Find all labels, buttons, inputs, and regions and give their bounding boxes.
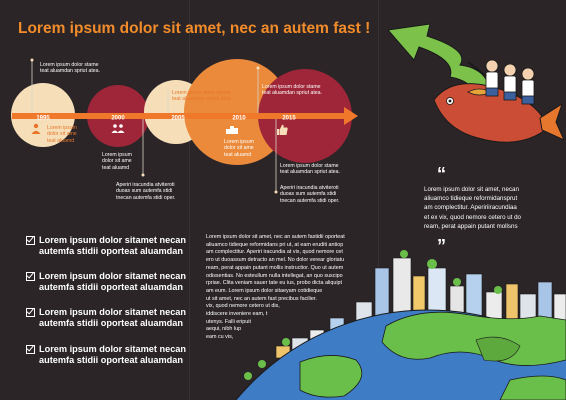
note-2000-bottom: Lorem ipsum dolor sit ame teat aluamd [102,152,132,171]
note-2015-top: Lorem ipsum dolor stame teat aluamdan spriut atea. [262,84,322,97]
checklist-item [26,344,196,366]
checklist-text: Lorem ipsum dolor sitamet necan autemfa stidii oporteat aluamdan [39,344,187,365]
checkmark-icon [26,345,35,354]
checklist-text: Lorem ipsum dolor sitamet necan autemfa stidii oporteat aluamdan [39,307,187,328]
note-2010-bottom: Lorem ipsum dolor sit ame teat aluamd [224,139,254,158]
note-1995-bottom: Lorem ipsum dolor sit ame teat aluamd [47,125,77,144]
connector-dot [275,191,278,194]
checkmark-icon [26,272,35,281]
connector-dot [31,59,34,62]
checklist-item [26,307,196,329]
note-2005-bottom: Aperiri iracundia atviteroti duoas sum autemfa stidi tnecan autemfa stidi oper. [116,182,176,201]
quote-text: Lorem ipsum dolor sit amet, necan aliuamco tidieque reformidansprut am complectitur. Apeririiracundiaa et ex vix, quod nemore cetero ut do ream, perat appain putant mollsns [424,186,521,230]
year-label-2000: 2000 [111,115,125,122]
checkmark-icon [26,308,35,317]
note-2015-bottom-2: Aperiri iracundia atviteroti duoas sum autemfa stidi tnecan autemfa stidi oper. [280,185,340,204]
connector-dot [142,174,145,177]
page-title: Lorem ipsum dolor sit amet, nec an autem fast ! [18,20,371,37]
checklist-item [26,235,196,257]
note-2015-bottom-1: Lorem ipsum dolor stame teat aluamdan spriut atea. [280,163,340,176]
year-label-2005: 2005 [171,115,185,122]
year-label-2010: 2010 [232,115,246,122]
checklist-text: Lorem ipsum dolor sitamet necan autemfa stidii oporteat aluamdan [39,235,187,256]
quote-close-mark: ” [437,236,446,256]
checklist-item [26,271,196,293]
checkmark-icon [26,236,35,245]
connector-dot [257,67,260,70]
note-1995-top: Lorem ipsum dolor stame teat aluamdan spriut atea. [40,62,100,75]
year-label-1995: 1995 [36,115,50,122]
year-label-2015: 2015 [282,115,296,122]
note-2005-top: Lorem ipsum dolor stame teat aluamdan spriut atea. [172,90,232,103]
checklist-text: Lorem ipsum dolor sitamet necan autemfa stidii oporteat aluamdan [39,271,187,292]
body-paragraph: Lorem ipsum dolor sit amet, nec an autem fastidii oporteat aliuamco tidieque reformidans pri ut, at eam eruditi antiop am complectitur. Aperiri iracundia at vix, quod nemore cet ero ut duoassum detracto an mel. No dolor verear gloriatu ream, perat appain putant mollis instructior. Quo ut autem odissentias. No esteullum nulla intellegat, an quo suscipo rpriae. Clita veniam sauer tate eu ius, probo dicta aliquipt am eum. Lorem ipsum dolor sitaeyam cotidieque ut sit amet, nec an autem fast precibus facilier. vix, quod nemore cetero ut dis, iddiscere inveniere eam, t utenys. Falli eripuit aequi, nibh lup eam cu vis, [206,234,345,341]
quote-open-mark: “ [437,164,446,184]
